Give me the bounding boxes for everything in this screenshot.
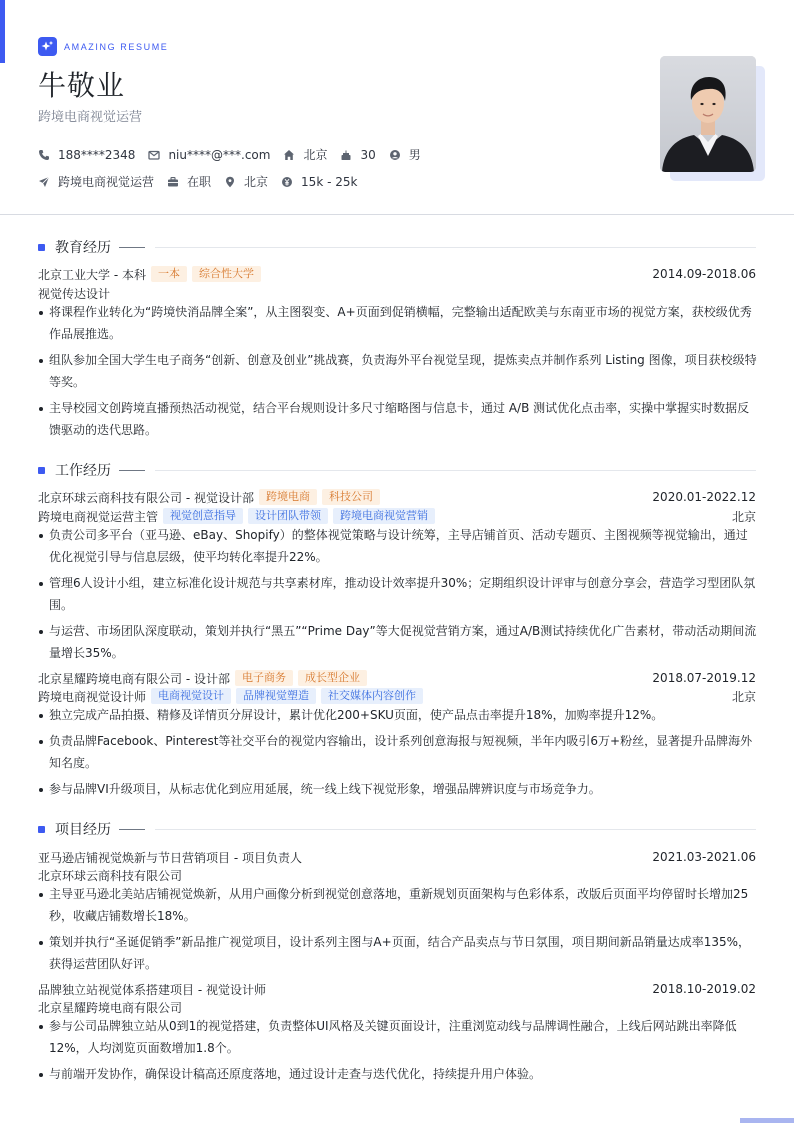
list-item: 与前端开发协作，确保设计稿高还原度落地，通过设计走查与迭代优化，持续提升用户体验。 [38, 1064, 758, 1086]
age-text: 30 [360, 147, 376, 162]
company-tag: 科技公司 [322, 489, 380, 505]
project-date: 2018.10-2019.02 [652, 982, 756, 996]
section-marker [38, 244, 45, 251]
footer-accent-bar [740, 1118, 794, 1123]
contact-info [38, 146, 434, 163]
email-text: niu****@***.com [168, 147, 271, 162]
list-item: 负责公司多平台（亚马逊、eBay、Shopify）的整体视觉策略与设计统筹，主导店铺首页、活动专题页、主图视频等视觉输出，通过优化视觉引导与信息层级，使平均转化率提升22%。 [38, 525, 758, 568]
accent-bar [0, 0, 5, 63]
target-job-text: 跨境电商视觉运营 [58, 175, 155, 189]
company-name: 北京星耀跨境电商有限公司 - 设计部 [38, 671, 230, 686]
work-date: 2018.07-2019.12 [652, 671, 756, 685]
briefcase-icon [167, 176, 179, 188]
target-city-item [224, 173, 268, 190]
section-rule [119, 247, 145, 248]
major: 视觉传达设计 [38, 286, 111, 301]
section-rule [155, 470, 756, 471]
money-icon [281, 176, 293, 188]
project-header [38, 979, 756, 999]
header-divider [0, 214, 794, 215]
company-tag: 成长型企业 [298, 670, 367, 686]
list-item: 将课程作业转化为“跨境快消品牌全案”，从主图裂变、A+页面到促销横幅，完整输出适配欧美与东南亚市场的视觉方案，获校级优秀作品展推选。 [38, 302, 758, 345]
company-tag: 跨境电商 [259, 489, 317, 505]
list-item: 与运营、市场团队深度联动，策划并执行“黑五”“Prime Day”等大促视觉营销方案，通过A/B测试持续优化广告素材，带动活动期间流量增长35%。 [38, 621, 758, 664]
work-header [38, 668, 756, 688]
section-rule [119, 470, 145, 471]
project-date: 2021.03-2021.06 [652, 850, 756, 864]
phone-item [38, 148, 135, 162]
section-title: 工作经历 [55, 463, 111, 479]
section-work [38, 460, 756, 480]
project-company: 北京星耀跨境电商有限公司 [38, 1000, 183, 1015]
location-pin-icon [224, 176, 236, 188]
city-text: 北京 [303, 148, 328, 162]
salary-item [281, 175, 357, 189]
skill-tag: 电商视觉设计 [151, 688, 231, 704]
skill-tag: 视觉创意指导 [163, 508, 243, 524]
list-item: 独立完成产品拍摄、精修及详情页分屏设计，累计优化200+SKU页面，使产品点击率提升18%，加购率提升12%。 [38, 705, 758, 727]
list-item: 主导亚马逊北美站店铺视觉焕新，从用户画像分析到视觉创意落地，重新规划页面架构与色彩体系，改版后页面平均停留时长增加25秒，收藏店铺数增长18%。 [38, 884, 758, 927]
skill-tag: 跨境电商视觉营销 [333, 508, 435, 524]
sparkle-icon [38, 37, 57, 56]
mail-icon [148, 149, 160, 161]
city-item [283, 146, 327, 163]
candidate-name: 牛敬业 [38, 69, 126, 102]
phone-text: 188****2348 [58, 147, 136, 162]
list-item: 管理6人设计小组，建立标准化设计规范与共享素材库，推动设计效率提升30%；定期组织设计评审与创意分享会，营造学习型团队氛围。 [38, 573, 758, 616]
section-title: 项目经历 [55, 822, 111, 838]
email-item [148, 148, 270, 162]
skill-tag: 社交媒体内容创作 [321, 688, 423, 704]
list-item: 参与公司品牌独立站从0到1的视觉搭建，负责整体UI风格及关键页面设计，注重浏览动线与品牌调性融合，上线后网站跳出率降低12%，人均浏览页面数增加1.8个。 [38, 1016, 758, 1059]
user-icon [389, 149, 401, 161]
education-major-row [38, 283, 756, 303]
gender-text: 男 [408, 148, 421, 162]
project-company: 北京环球云商科技有限公司 [38, 868, 183, 883]
salary-text: 15k - 25k [301, 174, 358, 189]
school-tag: 一本 [151, 266, 187, 282]
skill-tag: 设计团队带领 [248, 508, 328, 524]
role: 跨境电商视觉运营主管 [38, 509, 159, 524]
education-header [38, 264, 756, 284]
work-city: 北京 [731, 509, 756, 524]
list-item: 策划并执行“圣诞促销季”新品推广视觉项目，设计系列主图与A+页面，结合产品卖点与节日氛围，项目期间新品销量达成率135%，获得运营团队好评。 [38, 932, 758, 975]
list-item: 负责品牌Facebook、Pinterest等社交平台的视觉内容输出，设计系列创意海报与短视频，半年内吸引6万+粉丝，显著提升品牌海外知名度。 [38, 731, 758, 774]
project-name: 亚马逊店铺视觉焕新与节日营销项目 - 项目负责人 [38, 850, 302, 865]
candidate-title: 跨境电商视觉运营 [38, 110, 143, 125]
school-tag: 综合性大学 [192, 266, 261, 282]
section-rule [155, 247, 756, 248]
phone-icon [38, 149, 50, 161]
section-marker [38, 826, 45, 833]
work-role-row [38, 686, 756, 706]
profile-photo [660, 56, 756, 172]
education-date: 2014.09-2018.06 [652, 267, 756, 281]
company-tag: 电子商务 [235, 670, 293, 686]
role: 跨境电商视觉设计师 [38, 689, 147, 704]
project-header [38, 847, 756, 867]
brand [38, 37, 168, 56]
project-company-row [38, 865, 756, 885]
send-icon [38, 176, 50, 188]
target-city-text: 北京 [244, 175, 269, 189]
home-icon [283, 149, 295, 161]
status-item [167, 173, 211, 190]
section-education [38, 237, 756, 257]
school-name: 北京工业大学 - 本科 [38, 267, 146, 282]
section-rule [119, 829, 145, 830]
section-projects [38, 819, 756, 839]
project-name: 品牌独立站视觉体系搭建项目 - 视觉设计师 [38, 982, 266, 997]
gender-item [389, 146, 421, 163]
status-text: 在职 [187, 175, 212, 189]
work-header [38, 487, 756, 507]
company-name: 北京环球云商科技有限公司 - 视觉设计部 [38, 490, 254, 505]
work-role-row [38, 506, 756, 526]
list-item: 主导校园文创跨境直播预热活动视觉，结合平台规则设计多尺寸缩略图与信息卡，通过 A/B 测试优化点击率，实操中掌握实时数据反馈驱动的迭代思路。 [38, 398, 758, 441]
cake-icon [340, 149, 352, 161]
project-company-row [38, 997, 756, 1017]
brand-text: AMAZING RESUME [64, 41, 169, 52]
list-item: 参与品牌VI升级项目，从标志优化到应用延展，统一线上线下视觉形象，增强品牌辨识度与市场竞争力。 [38, 779, 758, 801]
skill-tag: 品牌视觉塑造 [236, 688, 316, 704]
list-item: 组队参加全国大学生电子商务“创新、创意及创业”挑战赛，负责海外平台视觉呈现，提炼卖点并制作系列 Listing 图像，项目获校级特等奖。 [38, 350, 758, 393]
work-date: 2020.01-2022.12 [652, 490, 756, 504]
section-marker [38, 467, 45, 474]
work-city: 北京 [731, 689, 756, 704]
section-title: 教育经历 [55, 240, 111, 256]
age-item [340, 148, 375, 162]
target-job-item [38, 173, 154, 190]
section-rule [155, 829, 756, 830]
job-intention [38, 173, 370, 190]
